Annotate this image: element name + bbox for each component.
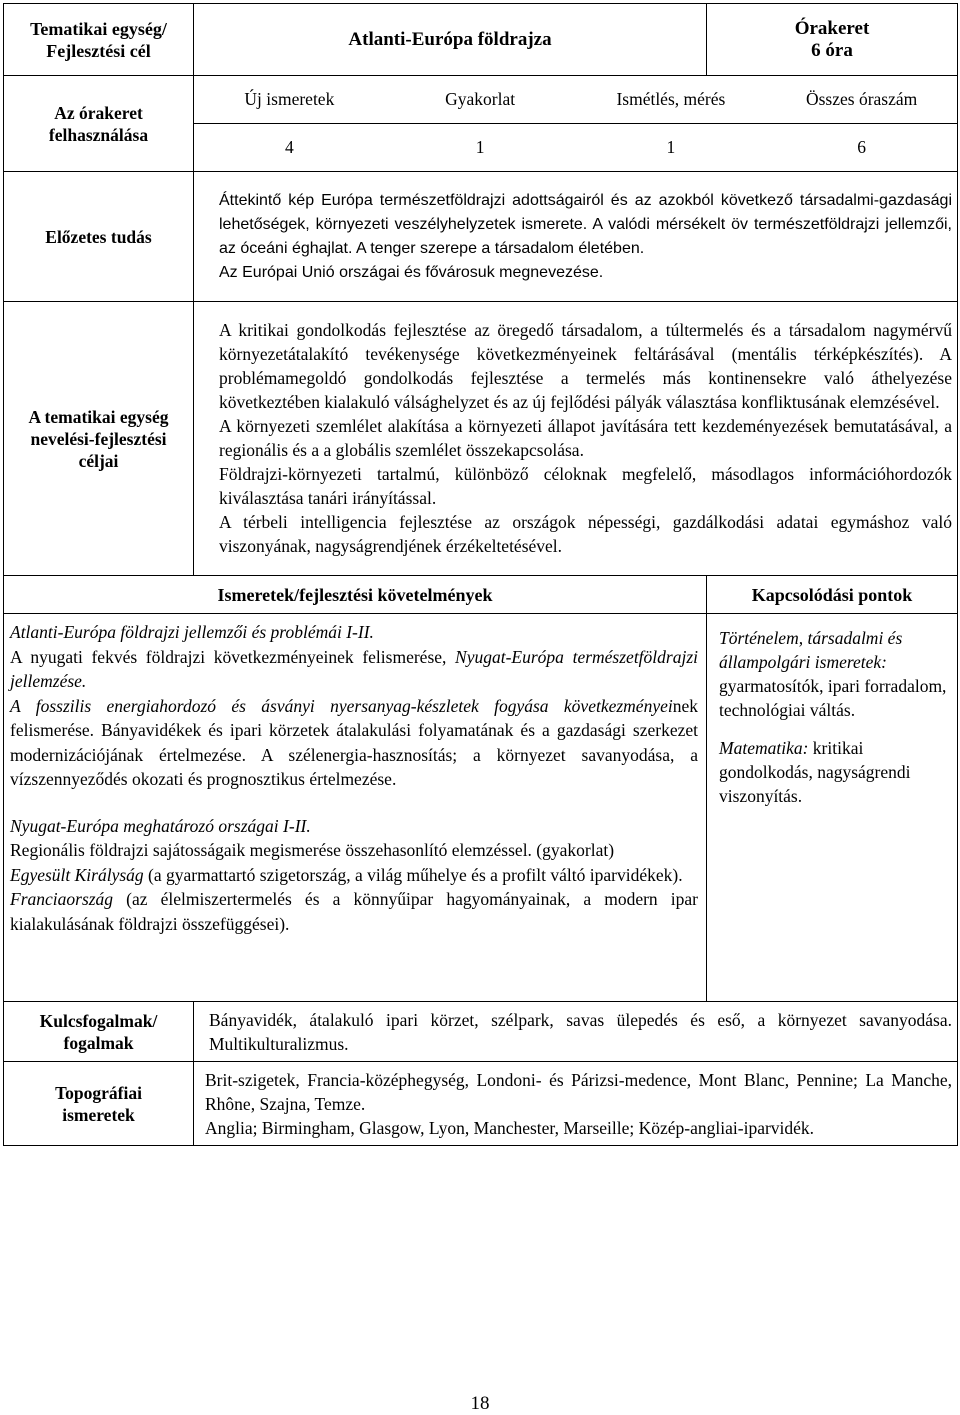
block2-uk-italic: Egyesült Királyság xyxy=(10,864,144,885)
requirements-row xyxy=(4,614,958,1002)
prior-cell xyxy=(194,172,958,302)
goals-paragraph-2: A környezeti szemlélet alakítása a környezeti állapot javítására tett kezdeményezések bemutatásával, a regionális és a a globális szemlélet összekapcsolása. xyxy=(219,415,952,460)
prior-row xyxy=(4,172,958,302)
block2-paragraph-a: Regionális földrajzi sajátosságaik megismerése összehasonlító elemzéssel. (gyakorlat) xyxy=(10,840,615,860)
block2-fr-italic: Franciaország xyxy=(10,889,114,909)
links-history xyxy=(719,626,949,722)
hours-cell xyxy=(707,4,958,76)
topography-row xyxy=(4,1062,958,1146)
keywords-label: Kulcsfogalmak/ fogalmak xyxy=(4,1002,194,1062)
block2-fr-text: (az élelmiszertermelés és a könnyűipar hagyományainak, a modern ipar kialakulásának földrajzi összefüggései). xyxy=(10,889,698,934)
prior-label: Előzetes tudás xyxy=(4,172,194,302)
usage-val-practice: 1 xyxy=(475,136,485,157)
page-number: 18 xyxy=(470,1393,490,1414)
links-math-italic: Matematika: xyxy=(719,738,809,758)
usage-cell xyxy=(194,76,958,172)
usage-label: Az órakeret felhasználása xyxy=(4,76,194,172)
curriculum-table xyxy=(3,3,958,1146)
block1-title: Atlanti-Európa földrajzi jellemzői és problémái I-II. xyxy=(10,622,374,642)
block1-a-text: A nyugati fekvés földrajzi következményeinek felismerése, xyxy=(10,646,456,667)
links-heading: Kapcsolódási pontok xyxy=(707,576,958,614)
usage-col-total: Összes óraszám xyxy=(766,77,957,124)
links-math xyxy=(719,736,949,808)
usage-col-new: Új ismeretek xyxy=(194,77,385,124)
usage-col-review: Ismétlés, mérés xyxy=(576,77,767,124)
goals-row xyxy=(4,302,958,576)
requirements-heading-row xyxy=(4,576,958,614)
topography-line-2: Anglia; Birmingham, Glasgow, Lyon, Manchester, Marseille; Közép-angliai-iparvidék. xyxy=(205,1117,815,1138)
goals-paragraph-1: A kritikai gondolkodás fejlesztése az öregedő társadalom, a túltermelés és a társadalom nagymérvű környezetátalakító tevékenysége következményeinek feltárásával (mentális térképkészítés). A problémamegoldó gondolkodás fejlesztése a termelés más kontinensekre való áthelyezése következtében kialakuló válsághelyzet és az új fejlődési pályák választása konfliktusának elemzésével. xyxy=(219,319,952,412)
hours-label: Órakeret xyxy=(794,17,870,39)
topography-line-1: Brit-szigetek, Francia-középhegység, Londoni- és Párizsi-medence, Mont Blanc, Pennine; La Manche, Rhône, Szajna, Temze. xyxy=(205,1069,952,1114)
keywords-row xyxy=(4,1002,958,1062)
goals-label: A tematikai egység nevelési-fejlesztési céljai xyxy=(4,302,194,576)
hours-value: 6 óra xyxy=(811,39,853,61)
topic-title: Atlanti-Európa földrajza xyxy=(194,4,707,76)
links-history-italic: Történelem, társadalmi és állampolgári ismeretek: xyxy=(719,628,903,672)
header-row xyxy=(4,4,958,76)
usage-val-review: 1 xyxy=(666,136,676,157)
usage-col-practice: Gyakorlat xyxy=(385,77,576,124)
block1-a-italic: Nyugat-Európa természetföldrajzi jellemzése. xyxy=(10,646,698,691)
usage-val-total: 6 xyxy=(857,136,866,157)
block2-uk-text: (a gyarmattartó szigetország, a világ műhelye és a profilt váltó iparvidékek). xyxy=(143,864,683,885)
block2-fr xyxy=(10,887,698,936)
links-history-text: gyarmatosítók, ipari forradalom, technológiai váltás. xyxy=(719,676,947,720)
usage-row xyxy=(4,76,958,172)
keywords-text: Bányavidék, átalakuló ipari körzet, szélpark, savas ülepedés és eső, a környezet savanyodása. Multikulturalizmus. xyxy=(194,1002,958,1062)
block2-title: Nyugat-Európa meghatározó országai I-II. xyxy=(10,815,311,836)
topic-label: Tematikai egység/ Fejlesztési cél xyxy=(4,4,194,76)
goals-paragraph-3: Földrajzi-környezeti tartalmú, különböző céloknak megfelelő, másodlagos információhordozók kiválasztása tanári irányítással. xyxy=(219,463,952,508)
block1-b-text: nek felismerése. Bányavidékek és ipari körzetek átalakulási folyamatának és a gazdasági szerkezet modernizációjának értelmezése. A szélenergia-hasznosítás; a környezet savanyodása, a vízszennyeződés okozati és prognosztikus értelmezése. xyxy=(10,695,698,789)
links-math-text: kritikai gondolkodás, nagyságrendi viszonyítás. xyxy=(719,738,911,806)
requirements-cell xyxy=(4,614,707,1002)
usage-val-new: 4 xyxy=(285,136,294,157)
prior-line-1: Áttekintő kép Európa természetföldrajzi adottságairól és az azokból következő társadalmi-gazdasági lehetőségek, környezeti veszélyhelyzetek ismerete. A valódi mérsékelt öv természetföldrajzi jellemzői, az óceáni éghajlat. A tenger szerepe a társadalom életében. xyxy=(219,191,952,257)
topography-label: Topográfiai ismeretek xyxy=(4,1062,194,1146)
block1-paragraph-b xyxy=(10,694,698,792)
links-cell xyxy=(707,614,958,1002)
block1-paragraph-a xyxy=(10,645,698,694)
goals-paragraph-4: A térbeli intelligencia fejlesztése az országok népességi, gazdálkodási adatai egymáshoz való viszonyának, nagyságrendjének érzékeltetésével. xyxy=(219,511,952,556)
topography-cell xyxy=(194,1062,958,1146)
usage-table xyxy=(194,77,957,171)
requirements-heading: Ismeretek/fejlesztési követelmények xyxy=(4,576,707,614)
block2-uk xyxy=(10,863,698,888)
prior-line-2: Az Európai Unió országai és fővárosuk megnevezése. xyxy=(219,263,604,281)
block1-b-italic: A fosszilis energiahordozó és ásványi nyersanyag-készletek fogyása következményei xyxy=(10,695,673,716)
goals-cell xyxy=(194,302,958,576)
